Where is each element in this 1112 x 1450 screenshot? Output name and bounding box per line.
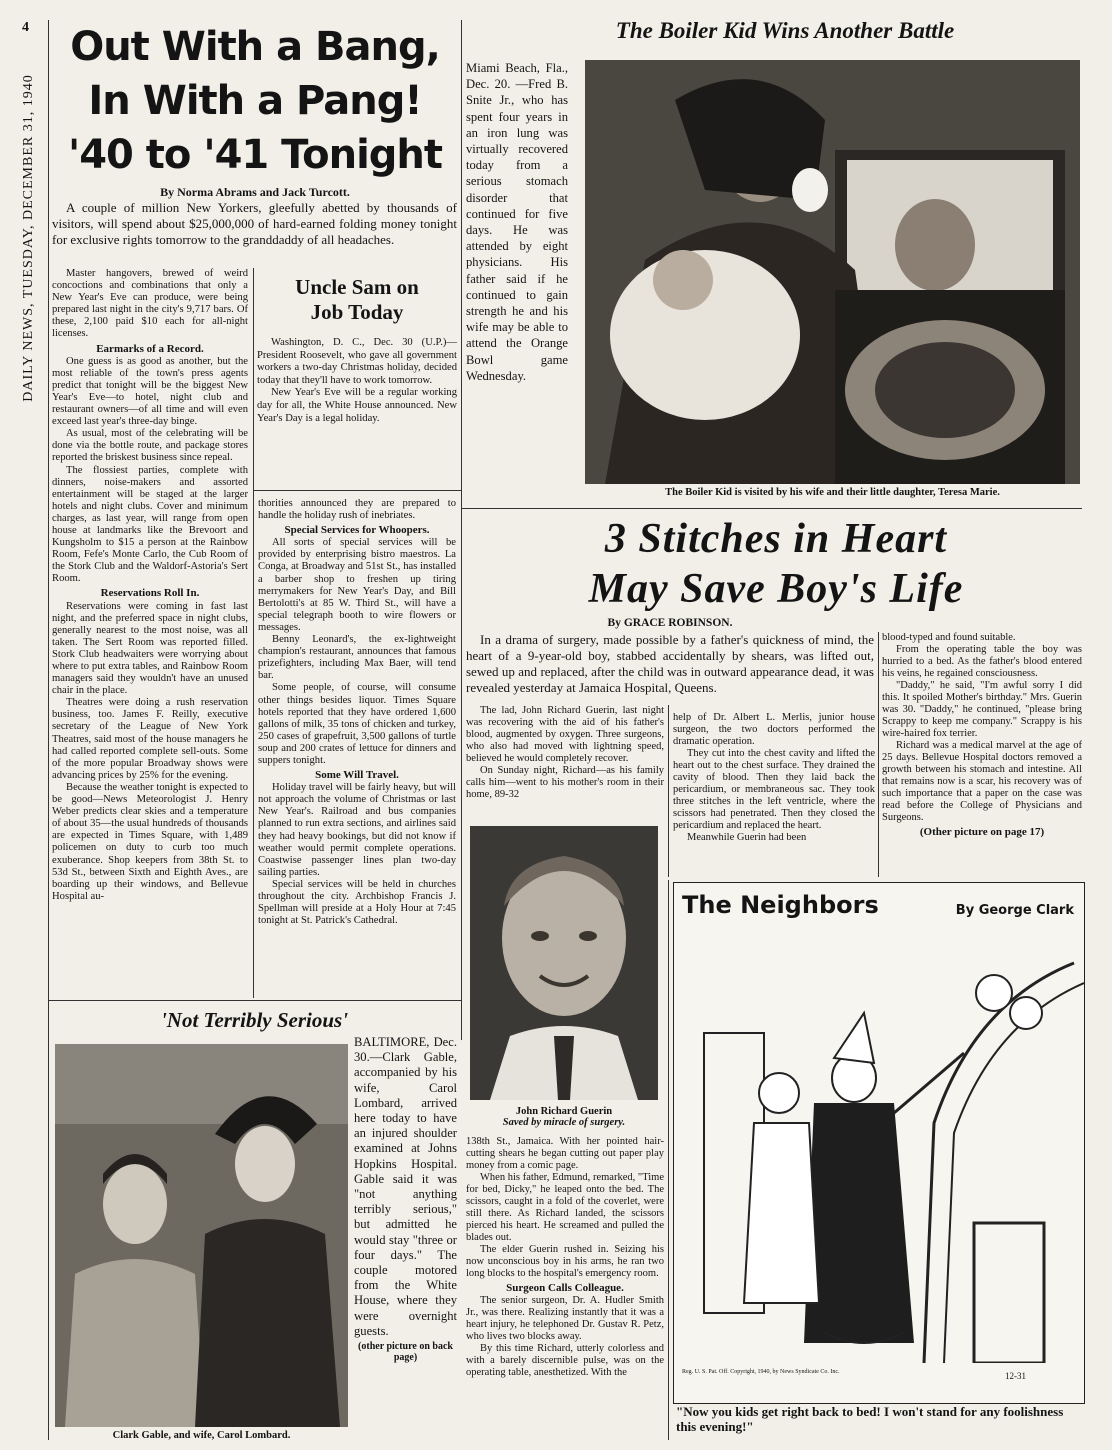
paragraph: Reservations were coming in fast last night, and the preferred space in night clubs, generally nearest to the most noise, was all taken. The Sert Room was reported filled. Stork Club headwaiters were worrying about where to put extra tables, and Rainbow Room managers said they wouldn't have an unused chair in the place. bbox=[52, 600, 248, 697]
subhead: Some Will Travel. bbox=[315, 769, 399, 782]
column-rule bbox=[48, 20, 49, 1440]
neighbors-caption: "Now you kids get right back to bed! I won't stand for any foolishness this evening!" bbox=[676, 1404, 1064, 1434]
bang-col2 bbox=[258, 498, 456, 927]
neighbors-date: 12-31 bbox=[1005, 1371, 1026, 1381]
paragraph: blood-typed and found suitable. bbox=[882, 632, 1016, 643]
paragraph: Special services will be held in churches throughout the city. Archbishop Francis J. Spellman will preside at a Holy Hour at 7:45 tonight at St. Patrick's Cathedral. bbox=[258, 878, 456, 927]
headline-line: Job Today bbox=[310, 300, 404, 324]
subhead: Special Services for Whoopers. bbox=[284, 524, 430, 537]
paragraph: Master hangovers, brewed of weird concoctions and combinations that only a New Year's Eve can produce, were being prepared last night in the city's 9,717 bars. Of these, 2,100 paid $10 each for all-night licenses. bbox=[52, 268, 248, 340]
paragraph: thorities announced they are prepared to handle the holiday rush of inebriates. bbox=[258, 498, 456, 522]
column-rule bbox=[461, 20, 462, 1040]
guerin-photo bbox=[470, 826, 658, 1100]
paragraph: Richard was a medical marvel at the age of 25 days. Bellevue Hospital doctors removed a growth between his stomach and intestine. All that remains now is a scar, his recovery was of such importance that a paper on the case was read before the College of Physicians and Surgeons. bbox=[882, 740, 1082, 823]
subhead: Surgeon Calls Colleague. bbox=[506, 1282, 624, 1294]
headline-line: May Save Boy's Life bbox=[588, 566, 964, 612]
paragraph: The elder Guerin rushed in. Seizing his now unconscious boy in his arms, he ran two long blocks to the hospital's emergency room. bbox=[466, 1244, 664, 1279]
caption-subtext: Saved by miracle of surgery. bbox=[502, 1117, 626, 1128]
stitches-lead bbox=[466, 632, 874, 696]
paragraph: One guess is as good as another, but the most reliable of the town's press agents predict that tonight will be the biggest New Year's Eve—to hotel, night club and restaurant owners—of all time and will even exceed last year's three-day binge. bbox=[52, 355, 248, 428]
stitches-headline bbox=[466, 514, 1086, 614]
column-rule bbox=[668, 705, 669, 877]
neighbors-title: The Neighbors bbox=[682, 891, 879, 919]
neighbors-copyright: Reg. U. S. Pat. Off. Copyright, 1940, by News Syndicate Co. Inc. bbox=[682, 1369, 840, 1375]
headline-line: Uncle Sam on bbox=[295, 275, 419, 299]
bang-byline: By Norma Abrams and Jack Turcott. bbox=[160, 185, 350, 199]
gable-photo-image bbox=[55, 1044, 348, 1427]
gable-text bbox=[354, 1035, 457, 1364]
paragraph: Because the weather tonight is expected to be good—News Meteorologist J. Henry Weber predicts clear skies and a temperature of about 35—the usual hundreds of thousands are expected in Times Square, with 1,489 policemen on duty to curb too much exuberance. Shop keepers from 38th St. to 53d St., between Sixth and Eighth Aves., are boarding up their windows, and Bellevue Hospital au- bbox=[52, 781, 248, 902]
boiler-headline: The Boiler Kid Wins Another Battle bbox=[615, 18, 955, 43]
paragraph: Meanwhile Guerin had been bbox=[687, 832, 807, 843]
paragraph: From the operating table the boy was hurried to a bed. As the father's blood entered his veins, he regained consciousness. bbox=[882, 644, 1082, 679]
guerin-photo-image bbox=[470, 826, 658, 1100]
paragraph: A couple of million New Yorkers, gleefully abetted by thousands of visitors, will spend about $25,000,000 of hard-earned folding money tonight for exclusive rights tomorrow to the granddaddy of all headaches. bbox=[52, 200, 457, 247]
paragraph: When his father, Edmund, remarked, "Time for bed, Dicky," he leaped onto the bed. The scissors, caught in a fold of the coverlet, were still there. As Richard landed, the scissors pierced his heart. He screamed and pulled the blades out. bbox=[466, 1172, 664, 1243]
gable-headline: 'Not Terribly Serious' bbox=[160, 1008, 349, 1032]
stitches-col2 bbox=[673, 712, 875, 844]
unclesam-box bbox=[257, 275, 457, 425]
section-rule bbox=[48, 1000, 462, 1001]
caption-text: John Richard Guerin bbox=[515, 1106, 613, 1117]
stitches-col3 bbox=[882, 632, 1082, 839]
paragraph: Holiday travel will be fairly heavy, but will not approach the volume of Christmas or last New Year's. Railroad and bus companies planned to run extra sections, and airlines said they had heavy bookings, but did not know if weather would permit complete operations. Coastwise passenger lines plan two-day sailing parties. bbox=[258, 782, 456, 878]
paragraph: Benny Leonard's, the ex-lightweight champion's restaurant, announces that famous prizefighters, including Max Baer, will tend bar. bbox=[258, 634, 456, 682]
neighbors-byline: By George Clark bbox=[955, 903, 1074, 918]
neighbors-cartoon bbox=[674, 923, 1084, 1363]
page-reference: (Other picture on page 17) bbox=[919, 826, 1045, 838]
paragraph: By this time Richard, utterly colorless and with a barely discernible pulse, was on the operating table, anesthetized. With the bbox=[466, 1343, 664, 1378]
page-number: 4 bbox=[22, 20, 29, 35]
paragraph: "Daddy," he said, "I'm awful sorry I did this. It spoiled Mother's birthday." Mrs. Guerin was 30. "Daddy," he continued, "please bring Scrappy to keep me company." Scrappy is his wire-haired fox terrier. bbox=[882, 680, 1082, 739]
column-rule bbox=[668, 880, 669, 1440]
dateline: DAILY NEWS, TUESDAY, DECEMBER 31, 1940 bbox=[21, 74, 36, 402]
paragraph: New Year's Eve will be a regular working day for all, the White House announced. New Year's Day is a legal holiday. bbox=[257, 387, 457, 424]
paragraph: BALTIMORE, Dec. 30.—Clark Gable, accompanied by his wife, Carol Lombard, arrived here today to have an injured shoulder examined at Johns Hopkins Hospital. Gable said it was "not anything terribly serious," but admitted he would stay "three or four days." The couple motored from the White House, where they were overnight guests. bbox=[354, 1035, 457, 1338]
box-rule bbox=[254, 490, 461, 491]
bang-lead bbox=[52, 200, 457, 248]
unclesam-headline bbox=[257, 275, 457, 325]
subhead: Earmarks of a Record. bbox=[96, 342, 204, 355]
gable-caption: Clark Gable, and wife, Carol Lombard. bbox=[112, 1430, 291, 1441]
masthead-side bbox=[19, 20, 41, 440]
section-rule bbox=[462, 508, 1082, 509]
headline-line: In With a Pang! bbox=[88, 78, 422, 124]
paragraph: help of Dr. Albert L. Merlis, junior house surgeon, the two doctors performed the dramatic operation. bbox=[673, 712, 875, 747]
neighbors-panel bbox=[673, 882, 1085, 1404]
paragraph: The lad, John Richard Guerin, last night was recovering with the aid of his father's blood, augmented by oxygen. Three surgeons, who also had moved with lightning speed, believed he would completely recover. bbox=[466, 705, 664, 764]
bang-col1 bbox=[52, 268, 248, 903]
paragraph: On Sunday night, Richard—as his family calls him—went to his mother's room in their home, 89-32 bbox=[466, 765, 664, 800]
bang-headline bbox=[50, 20, 460, 182]
stitches-col1b bbox=[466, 1136, 664, 1379]
paragraph: All sorts of special services will be provided by enterprising bistro maestros. La Conga, at Broadway and 51st St., has installed a barber shop to freshen up tiring merrymakers for New Year's Day, and Bill Bertolotti's at 85 W. Third St., will have a special telegraph booth to wire flowers or messages. bbox=[258, 537, 456, 633]
column-rule bbox=[253, 268, 254, 998]
paragraph: Theatres were doing a rush reservation business, too. James F. Reilly, executive secretary of the League of New York Theatres, said most of the house managers he had called reported complete sell-outs. Some of the more popular Broadway shows were advancing prices by 25% for the evening. bbox=[52, 697, 248, 781]
paragraph: The flossiest parties, complete with dinners, noise-makers and assorted entertainment will be staged at the larger hotels and night clubs. Cover and minimum charges, as last year, will range from open house at landmarks like the Brevoort and Kungsholm to $15 a person at the Rainbow Room, Fefe's Monte Carlo, the Cub Room of the Stork Club and the Waldorf-Astoria's Sert Room. bbox=[52, 464, 248, 585]
paragraph: Miami Beach, Fla., Dec. 20. —Fred B. Snite Jr., who has spent four years in an iron lung was virtually recovered today from a serious stomach disorder that continued for five days. He was attended by eight physicians. His father said if he continued to gain strength he and his wife may be able to attend the Orange Bowl game Wednesday. bbox=[466, 61, 568, 383]
boiler-text bbox=[466, 60, 568, 384]
paragraph: The senior surgeon, Dr. A. Hudler Smith Jr., was there. Realizing instantly that it was a heart injury, he telephoned Dr. Gustav R. Petz, who lives two blocks away. bbox=[466, 1295, 664, 1342]
paragraph: 138th St., Jamaica. With her pointed hair-cutting shears he began cutting out paper play money from a comic page. bbox=[466, 1136, 664, 1171]
boiler-photo bbox=[585, 60, 1080, 484]
headline-line: 3 Stitches in Heart bbox=[604, 516, 948, 562]
column-rule bbox=[878, 632, 879, 877]
caption-text: The Boiler Kid is visited by his wife and their little daughter, Teresa Marie. bbox=[665, 487, 1000, 498]
paragraph: In a drama of surgery, made possible by a father's quickness of mind, the heart of a 9-year-old boy, stabbed accidentally by shears, was lifted out, sewed up and replaced, after the child was in outward appearance dead, it was revealed yesterday at Jamaica Hospital, Queens. bbox=[466, 632, 874, 695]
paragraph: As usual, most of the celebrating will be done via the bottle route, and package stores reported the briskest business since repeal. bbox=[52, 428, 248, 464]
subhead: Reservations Roll In. bbox=[100, 587, 200, 600]
paragraph: They cut into the chest cavity and lifted the heart out to the chest surface. They drained the cavity of blood. Then they laid back the pericardium, or membraneous sac. They took three stitches in the left ventricle, where the scissors had penetrated. Then they closed the pericardium and replaced the heart. bbox=[673, 748, 875, 831]
paragraph: Some people, of course, will consume other things besides liquor. Times Square hotels reported that they have ordered 1,600 gallons of milk, 35 tons of chicken and turkey, 250 cases of grapefruit, 3,500 gallons of turtle soup and 200 crates of lettuce for dinners and suppers tonight. bbox=[258, 682, 456, 766]
stitches-col1 bbox=[466, 705, 664, 801]
headline-line: '40 to '41 Tonight bbox=[67, 132, 443, 178]
boiler-photo-image bbox=[585, 60, 1080, 484]
paragraph: Washington, D. C., Dec. 30 (U.P.)—President Roosevelt, who gave all government workers a two-day Christmas holiday, decided today that they'll have to work tomorrow. bbox=[257, 337, 457, 386]
headline-line: Out With a Bang, bbox=[70, 24, 440, 70]
boiler-caption-visible bbox=[585, 487, 1080, 498]
stitches-byline: By GRACE ROBINSON. bbox=[607, 617, 733, 629]
gable-photo bbox=[55, 1044, 348, 1427]
guerin-caption bbox=[466, 1106, 662, 1128]
page-reference: (other picture on back page) bbox=[358, 1341, 453, 1364]
